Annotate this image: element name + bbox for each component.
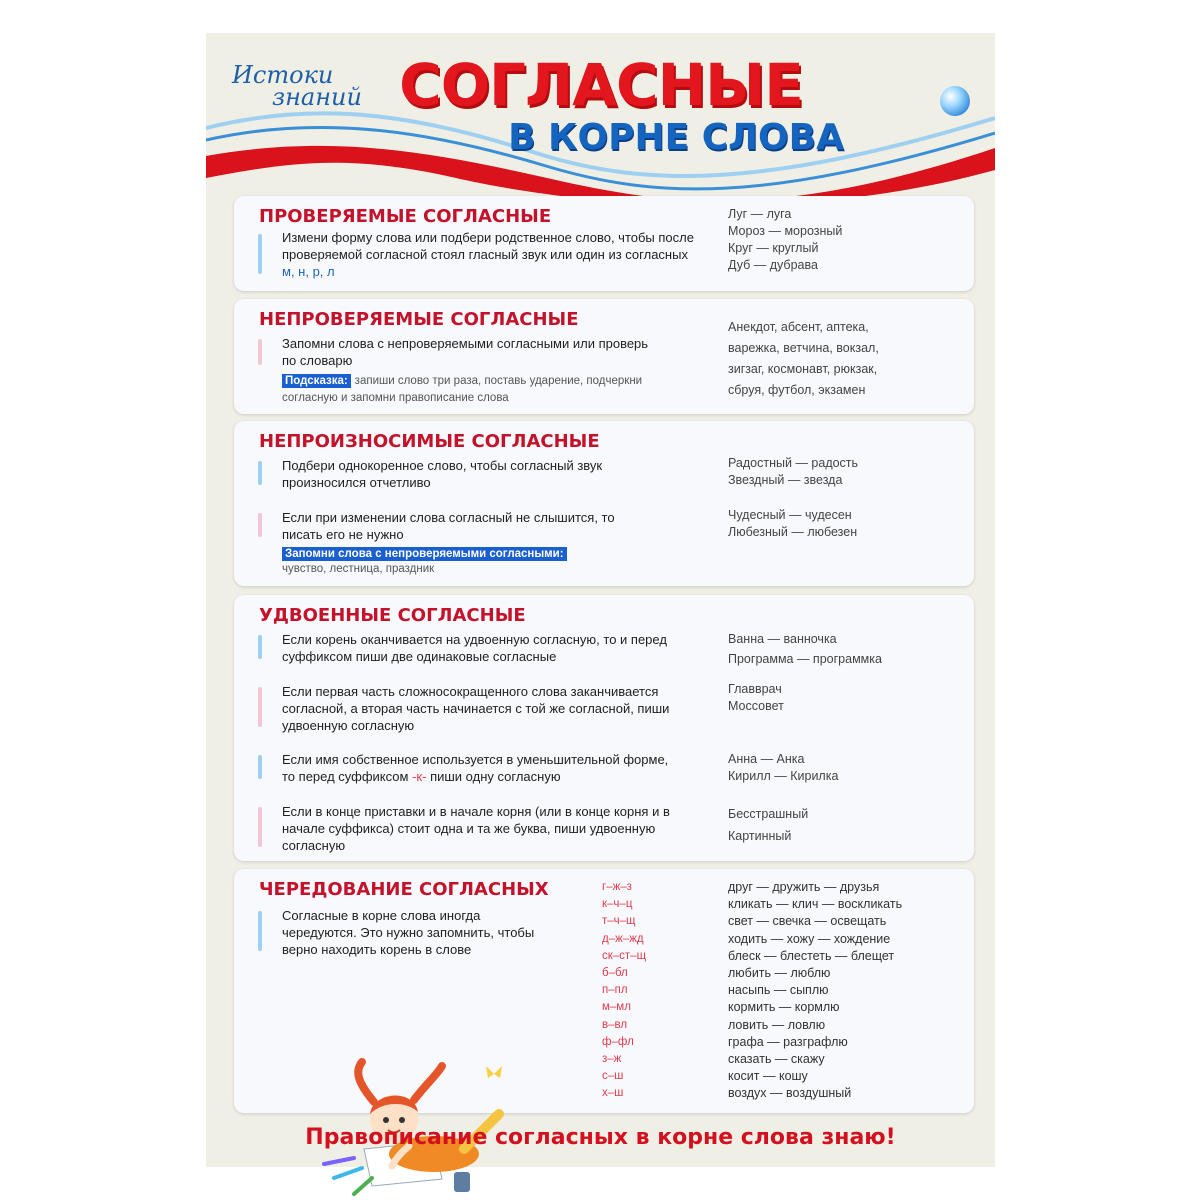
logo-line2: знаний	[272, 83, 362, 111]
example-item: блеск — блестеть — блещет	[728, 948, 895, 963]
example-item: ходить — хожу — хождение	[728, 931, 891, 946]
poster	[206, 33, 995, 1167]
example-item: ловить — ловлю	[728, 1017, 826, 1032]
rule-marker	[258, 755, 262, 779]
panel-alternation	[234, 869, 974, 1113]
pair-item: с–ш	[602, 1070, 624, 1083]
alternation-pairs	[602, 879, 646, 1103]
rule-marker	[258, 807, 262, 847]
rule-marker	[258, 513, 262, 537]
pair-item: т–ч–щ	[602, 915, 636, 928]
pair-item: г–ж–з	[602, 881, 632, 893]
example-item: графа — разграфлю	[728, 1034, 848, 1049]
example-item: Любезный — любезен	[728, 525, 858, 539]
example-item: Моссовет	[728, 699, 784, 713]
example-item: сказать — скажу	[728, 1052, 825, 1067]
section-heading: ЧЕРЕДОВАНИЕ СОГЛАСНЫХ	[259, 879, 549, 900]
suffix-k: -к-	[412, 769, 427, 784]
rule-marker	[258, 234, 262, 274]
section-heading: УДВОЕННЫЕ СОГЛАСНЫЕ	[259, 605, 526, 626]
example-item: насыпь — сыплю	[728, 983, 829, 998]
examples-list	[728, 751, 838, 785]
hint-block	[282, 373, 682, 407]
example-item: Анекдот, абсент, аптека,	[728, 320, 869, 334]
rule-marker	[258, 635, 262, 659]
example-item: косит — кошу	[728, 1069, 808, 1084]
panel-double	[234, 595, 974, 861]
example-item: Радостный — радость	[728, 456, 859, 470]
section-heading: НЕПРОИЗНОСИМЫЕ СОГЛАСНЫЕ	[259, 431, 600, 452]
page-subtitle: В КОРНЕ СЛОВА	[508, 117, 844, 158]
example-item: зигзаг, космонавт, рюкзак,	[728, 362, 878, 376]
brand-logo	[228, 61, 368, 131]
example-item: Мороз — морозный	[728, 224, 843, 238]
pair-item: з–ж	[602, 1053, 622, 1066]
rule-marker	[258, 911, 262, 951]
pair-item: ск–ст–щ	[602, 949, 647, 962]
examples-list	[728, 507, 857, 541]
pair-item: м–мл	[602, 1001, 631, 1014]
footer-slogan: Правописание согласных в корне слова знаю!	[305, 1125, 896, 1150]
section-heading: ПРОВЕРЯЕМЫЕ СОГЛАСНЫЕ	[259, 206, 552, 227]
examples-list	[728, 317, 879, 401]
panel-silent	[234, 421, 974, 586]
example-item: Картинный	[728, 829, 792, 843]
pair-item: п–пл	[602, 984, 628, 997]
example-item: любить — люблю	[728, 966, 831, 981]
example-item: Луг — луга	[728, 207, 792, 221]
example-item: Кирилл — Кирилка	[728, 769, 839, 783]
rule-marker	[258, 461, 262, 485]
example-item: кликать — клич — воскликать	[728, 897, 903, 912]
example-item: Бесстрашный	[728, 807, 809, 821]
rule-text: Если в конце приставки и в начале корня (или в конце корня и в начале суффикса) стоит одна и та же буква, пиши удвоенную согласную	[282, 804, 670, 853]
logo-line1: Истоки	[232, 61, 334, 89]
pair-item: в–вл	[602, 1018, 628, 1031]
example-item: Звездный — звезда	[728, 473, 843, 487]
example-item: Программа — программка	[728, 652, 882, 666]
hint-block	[282, 547, 567, 575]
rule-letters: м, н, р, л	[282, 264, 335, 279]
examples-list	[728, 681, 784, 715]
pair-item: ф–фл	[602, 1035, 634, 1048]
hint-text: чувство, лестница, праздник	[282, 563, 435, 575]
example-item: Главврач	[728, 682, 782, 696]
rule-text: Измени форму слова или подбери родственное слово, чтобы после проверяемой согласной стоял гласный звук или один из согласных м, н, р, л	[282, 230, 694, 279]
rule-marker	[258, 687, 262, 727]
example-item: Дуб — дубрава	[728, 258, 818, 272]
panel-checked	[234, 196, 974, 291]
examples-list	[728, 206, 842, 274]
example-item: Ванна — ванночка	[728, 632, 837, 646]
example-item: кормить — кормлю	[728, 1000, 840, 1015]
example-item: свет — свечка — освещать	[728, 914, 887, 929]
examples-list	[728, 455, 858, 489]
example-item: воздух — воздушный	[728, 1086, 852, 1101]
section-heading: НЕПРОВЕРЯЕМЫЕ СОГЛАСНЫЕ	[259, 309, 579, 330]
hint-label: Запомни слова с непроверяемыми согласными:	[282, 547, 567, 561]
alternation-examples	[728, 879, 902, 1103]
example-item: Анна — Анка	[728, 752, 805, 766]
example-item: Круг — круглый	[728, 241, 819, 255]
panel-unchecked	[234, 299, 974, 414]
rule-text: Если первая часть сложносокращенного слова заканчивается согласной, а вторая часть начинается с той же согласной, пиши удвоенную согласную	[282, 684, 670, 733]
rule-text: Согласные в корне слова иногда чередуются. Это нужно запомнить, чтобы верно находить корень в слове	[282, 908, 535, 957]
examples-list	[728, 629, 882, 669]
example-item: варежка, ветчина, вокзал,	[728, 341, 879, 355]
example-item: Чудесный — чудесен	[728, 508, 852, 522]
hint-text: запиши слово три раза, поставь ударение, подчеркни согласную и запомни правописание слова	[282, 375, 643, 404]
rule-text: Если корень оканчивается на удвоенную согласную, то и перед суффиксом пиши две одинаковые согласные	[282, 632, 667, 664]
pair-item: б–бл	[602, 967, 628, 980]
example-item: сбруя, футбол, экзамен	[728, 383, 866, 397]
page-title: СОГЛАСНЫЕ	[399, 51, 803, 119]
examples-list	[728, 803, 808, 847]
bubble-decoration	[940, 86, 970, 116]
rule-text: Запомни слова с непроверяемыми согласными или проверь по словарю	[282, 336, 649, 368]
rule-text: Если при изменении слова согласный не слышится, то писать его не нужно	[282, 510, 615, 542]
pair-item: х–ш	[602, 1087, 624, 1100]
example-item: друг — дружить — друзья	[728, 880, 880, 894]
pair-item: к–ч–ц	[602, 898, 633, 911]
rule-text: Если имя собственное используется в уменьшительной форме, то перед суффиксом -к- пиши одну согласную	[282, 752, 669, 784]
hint-label: Подсказка:	[282, 374, 351, 388]
rule-marker	[258, 339, 262, 365]
rule-text: Подбери однокоренное слово, чтобы согласный звук произносился отчетливо	[282, 458, 603, 490]
pair-item: д–ж–жд	[602, 932, 644, 945]
